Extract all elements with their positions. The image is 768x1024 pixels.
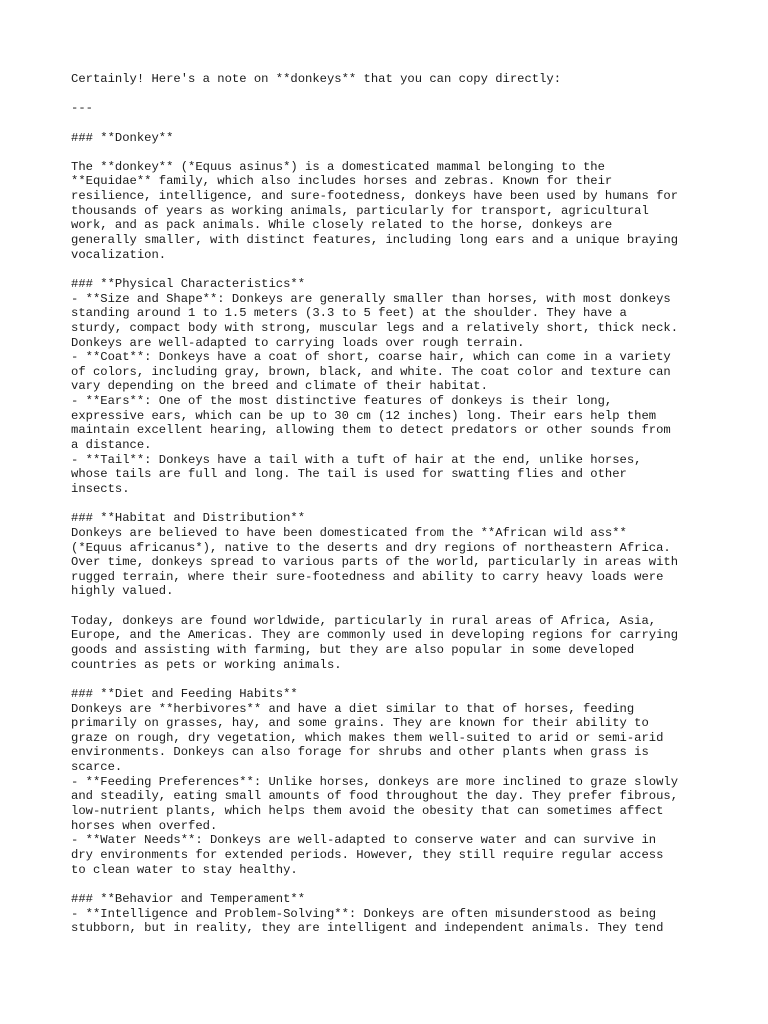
text-line: stubborn, but in reality, they are intelligent and independent animals. They tend	[71, 921, 664, 936]
text-line	[71, 877, 711, 892]
heading-line: ### **Behavior and Temperament**	[71, 891, 306, 906]
text-line	[71, 87, 711, 102]
text-line: Today, donkeys are found worldwide, particularly in rural areas of Africa, Asia,	[71, 613, 657, 628]
text-line: insects.	[71, 481, 130, 496]
text-line: vocalization.	[71, 247, 167, 262]
text-line: Donkeys are **herbivores** and have a diet similar to that of horses, feeding	[71, 701, 635, 716]
text-line: - **Coat**: Donkeys have a coat of short, coarse hair, which can come in a variety	[71, 350, 671, 365]
heading-line: ### **Diet and Feeding Habits**	[71, 686, 298, 701]
text-line	[71, 672, 711, 687]
text-line: whose tails are full and long. The tail is used for swatting flies and other	[71, 467, 627, 482]
text-line: Donkeys are believed to have been domesticated from the **African wild ass**	[71, 525, 627, 540]
text-line: horses when overfed.	[71, 818, 218, 833]
text-line: to clean water to stay healthy.	[71, 862, 298, 877]
text-line: Certainly! Here's a note on **donkeys** that you can copy directly:	[71, 72, 562, 86]
text-line: Over time, donkeys spread to various parts of the world, particularly in areas with	[71, 555, 679, 570]
text-line: resilience, intelligence, and sure-footedness, donkeys have been used by humans for	[71, 189, 679, 204]
text-line: highly valued.	[71, 584, 174, 599]
text-line: graze on rough, dry vegetation, which makes them well-suited to arid or semi-arid	[71, 730, 664, 745]
text-line: primarily on grasses, hay, and some grains. They are known for their ability to	[71, 716, 649, 731]
text-line	[71, 145, 711, 160]
text-line: **Equidae** family, which also includes horses and zebras. Known for their	[71, 174, 613, 189]
heading-line: ### **Physical Characteristics**	[71, 276, 306, 291]
text-line: thousands of years as working animals, particularly for transport, agricultural	[71, 203, 649, 218]
text-line: The **donkey** (*Equus asinus*) is a domesticated mammal belonging to the	[71, 159, 605, 174]
text-line: work, and as pack animals. While closely related to the horse, donkeys are	[71, 218, 613, 233]
text-line: scarce.	[71, 760, 123, 775]
text-line: (*Equus africanus*), native to the deserts and dry regions of northeastern Africa.	[71, 540, 671, 555]
text-line: - **Water Needs**: Donkeys are well-adapted to conserve water and can survive in	[71, 833, 657, 848]
text-line	[71, 497, 711, 512]
text-line: and steadily, eating small amounts of food throughout the day. They prefer fibrous,	[71, 789, 679, 804]
text-line: dry environments for extended periods. However, they still require regular access	[71, 847, 664, 862]
text-line: expressive ears, which can be up to 30 cm (12 inches) long. Their ears help them	[71, 408, 657, 423]
text-line: low-nutrient plants, which helps them avoid the obesity that can sometimes affect	[71, 804, 664, 819]
text-line: Donkeys are well-adapted to carrying loads over rough terrain.	[71, 335, 525, 350]
heading-line: ### **Donkey**	[71, 130, 174, 145]
text-line: countries as pets or working animals.	[71, 657, 342, 672]
text-line: ---	[71, 101, 93, 116]
heading-line: ### **Habitat and Distribution**	[71, 511, 306, 526]
text-line: standing around 1 to 1.5 meters (3.3 to 5 feet) at the shoulder. They have a	[71, 306, 627, 321]
document-page	[71, 72, 711, 936]
text-line: vary depending on the breed and climate of their habitat.	[71, 379, 488, 394]
text-line: a distance.	[71, 438, 152, 453]
text-line	[71, 599, 711, 614]
text-line	[71, 116, 711, 131]
text-line: environments. Donkeys can also forage for shrubs and other plants when grass is	[71, 745, 649, 760]
text-line: sturdy, compact body with strong, muscular legs and a relatively short, thick neck.	[71, 320, 679, 335]
text-line: generally smaller, with distinct features, including long ears and a unique braying	[71, 233, 679, 248]
text-line: - **Feeding Preferences**: Unlike horses, donkeys are more inclined to graze slowly	[71, 774, 679, 789]
text-line: - **Intelligence and Problem-Solving**: Donkeys are often misunderstood as being	[71, 906, 657, 921]
text-line: of colors, including gray, brown, black, and white. The coat color and texture can	[71, 364, 671, 379]
text-line: goods and assisting with farming, but they are also popular in some developed	[71, 642, 635, 657]
text-line: - **Tail**: Donkeys have a tail with a tuft of hair at the end, unlike horses,	[71, 452, 642, 467]
text-line: - **Size and Shape**: Donkeys are generally smaller than horses, with most donkeys	[71, 291, 671, 306]
text-line: Europe, and the Americas. They are commonly used in developing regions for carrying	[71, 628, 679, 643]
text-line: maintain excellent hearing, allowing them to detect predators or other sounds from	[71, 423, 671, 438]
text-line: rugged terrain, where their sure-footedness and ability to carry heavy loads were	[71, 569, 664, 584]
text-line	[71, 262, 711, 277]
text-line: - **Ears**: One of the most distinctive features of donkeys is their long,	[71, 394, 613, 409]
